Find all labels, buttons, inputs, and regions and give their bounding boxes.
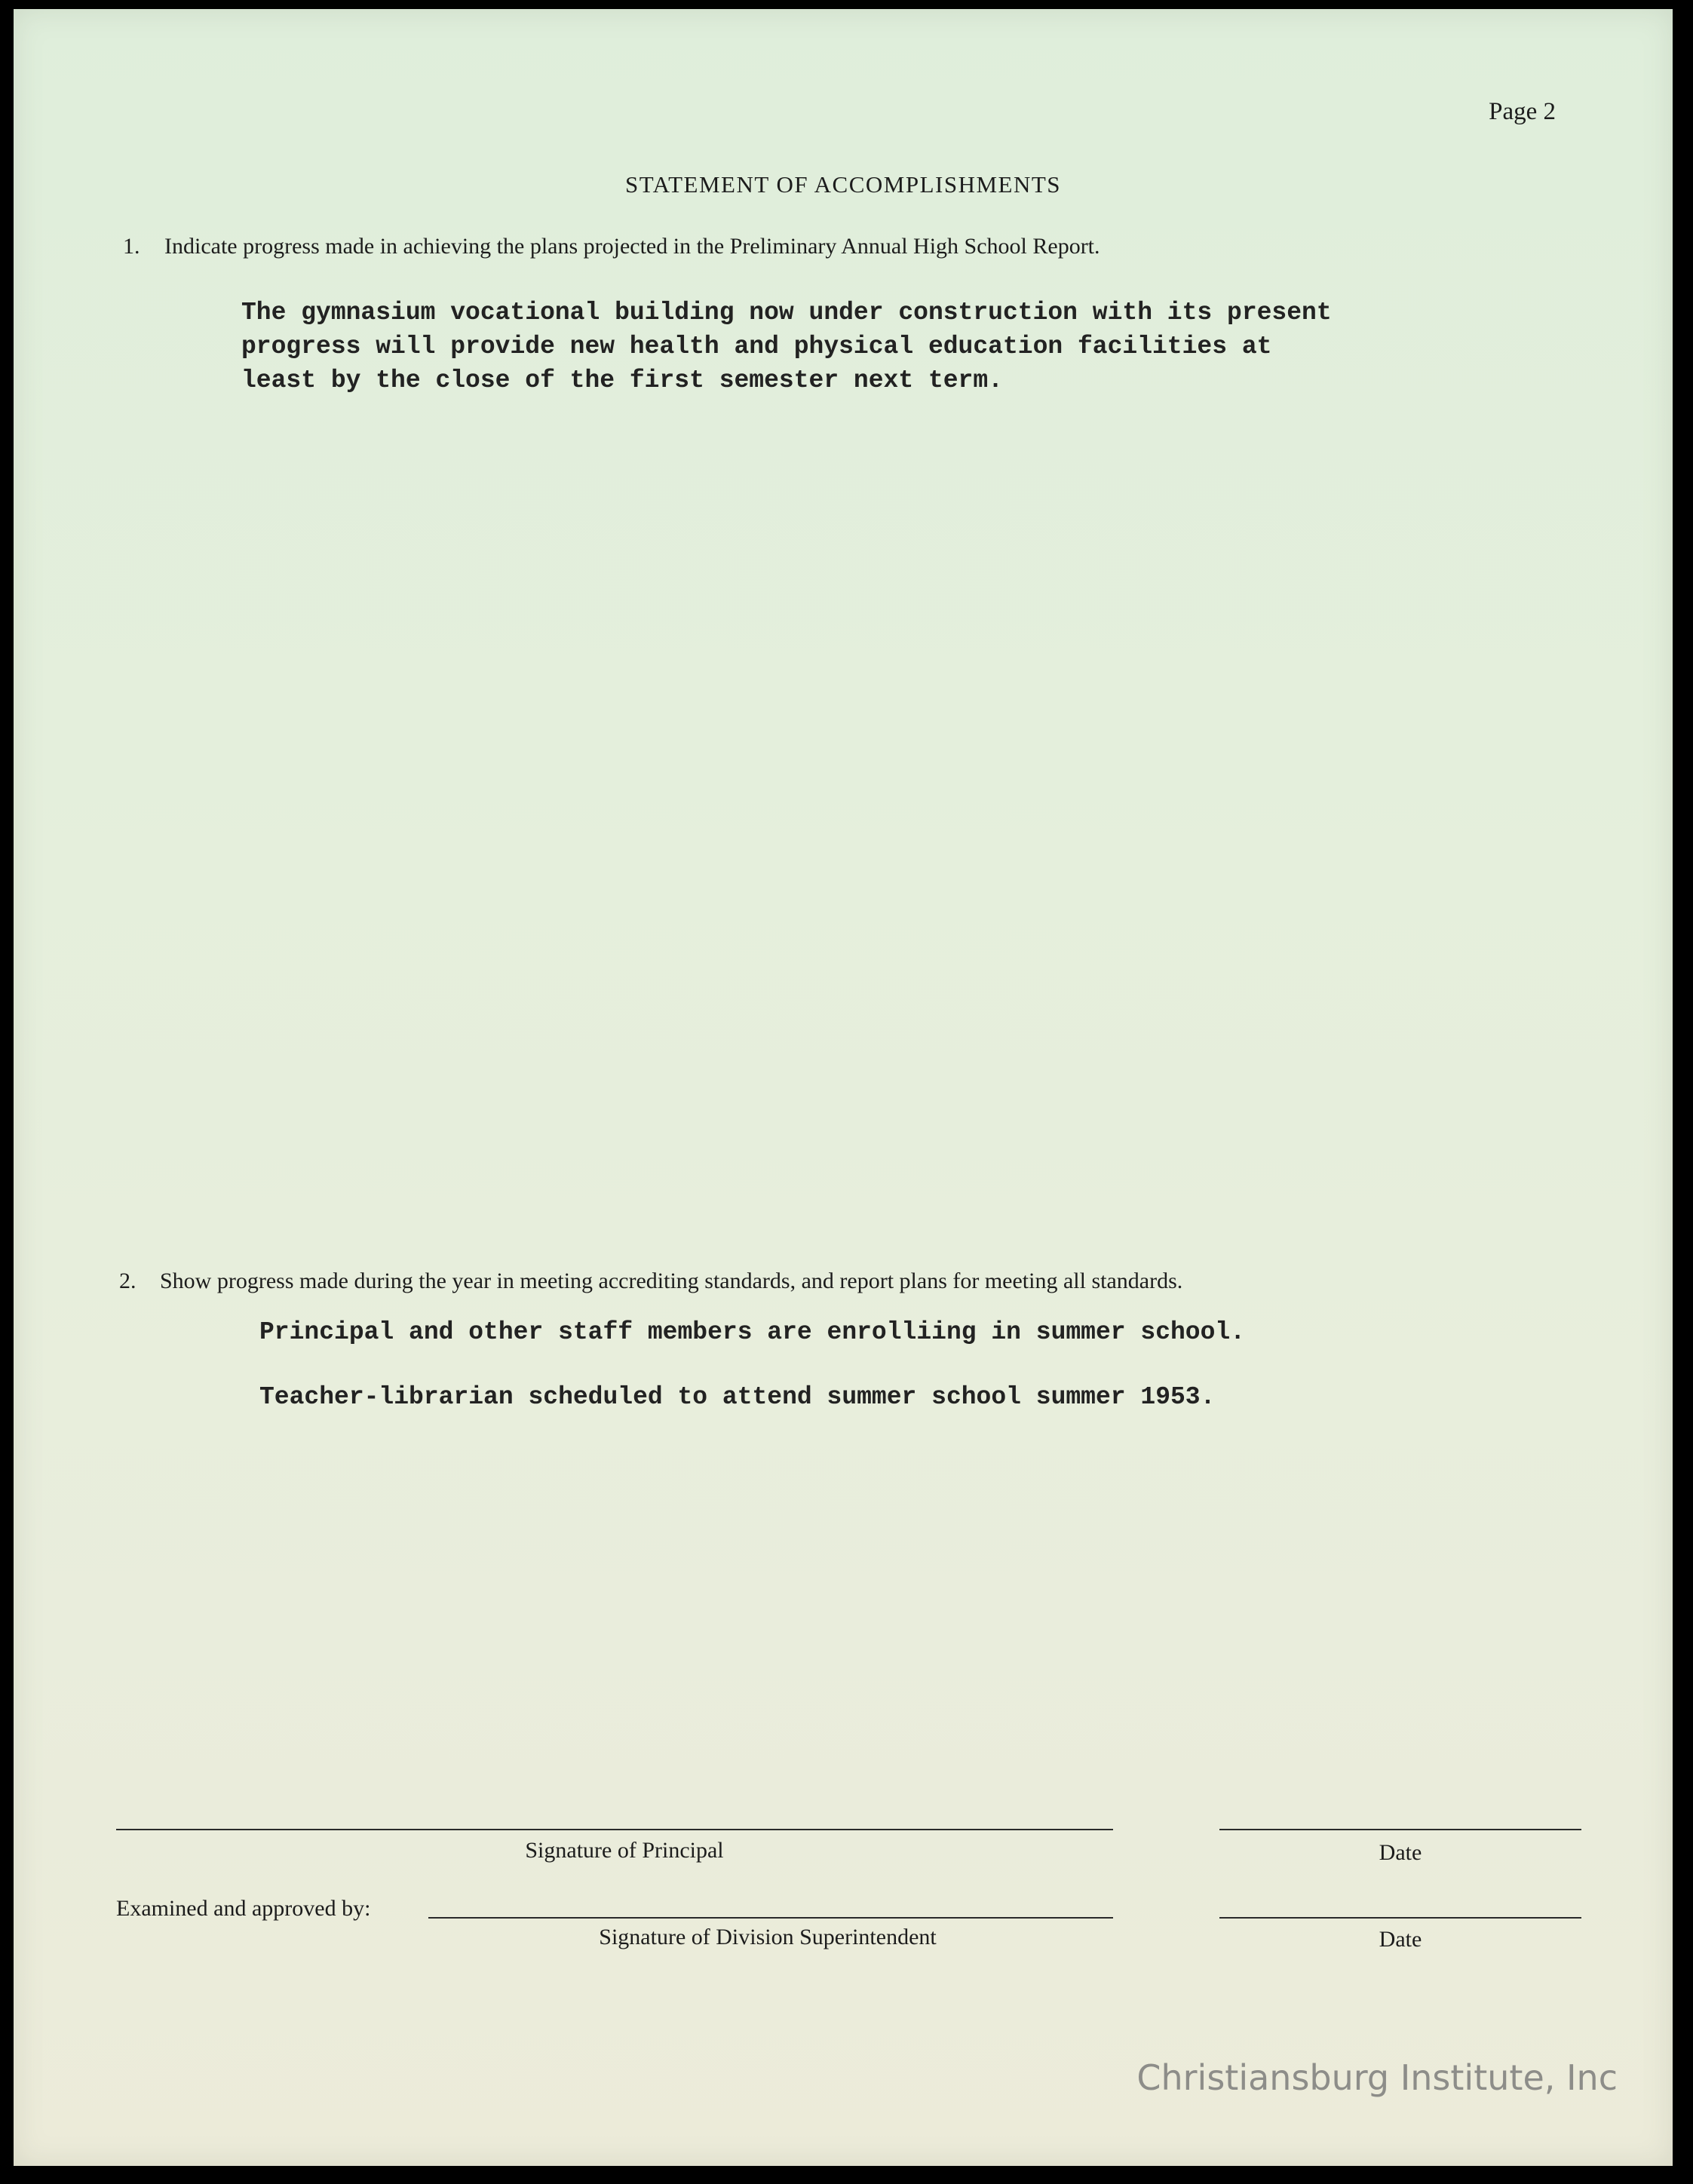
date-line-2 [1219,1917,1581,1919]
answer-1-line: least by the close of the first semester next term. [241,367,1003,394]
answer-2-line-1: Principal and other staff members are enrolliing in summer school. [259,1318,1246,1346]
question-2-number: 2. [119,1268,136,1293]
answer-1-line: The gymnasium vocational building now under construction with its present [241,299,1332,327]
answer-1-line: progress will provide new health and physical education facilities at [241,333,1272,360]
superintendent-signature-line [428,1917,1113,1919]
question-1-text: Indicate progress made in achieving the plans projected in the Preliminary Annual High School Report. [164,234,1100,259]
date-label-1: Date [1379,1840,1422,1865]
document-page [14,9,1673,2166]
date-label-2: Date [1379,1927,1422,1952]
answer-1 [241,296,1332,397]
question-2-text: Show progress made during the year in meeting accrediting standards, and report plans for meeting all standards. [160,1268,1183,1293]
date-line-1 [1219,1829,1581,1830]
answer-2-line-2: Teacher-librarian scheduled to attend summer school summer 1953. [259,1383,1216,1411]
page-title: STATEMENT OF ACCOMPLISHMENTS [624,171,1062,198]
question-1-number: 1. [123,234,140,259]
superintendent-signature-label: Signature of Division Superintendent [599,1925,937,1949]
examined-approved-label: Examined and approved by: [116,1896,371,1921]
watermark-text: Christiansburg Institute, Inc [1136,2057,1618,2098]
page-number: Page 2 [1489,98,1556,125]
principal-signature-label: Signature of Principal [525,1838,724,1863]
principal-signature-line [116,1829,1113,1830]
